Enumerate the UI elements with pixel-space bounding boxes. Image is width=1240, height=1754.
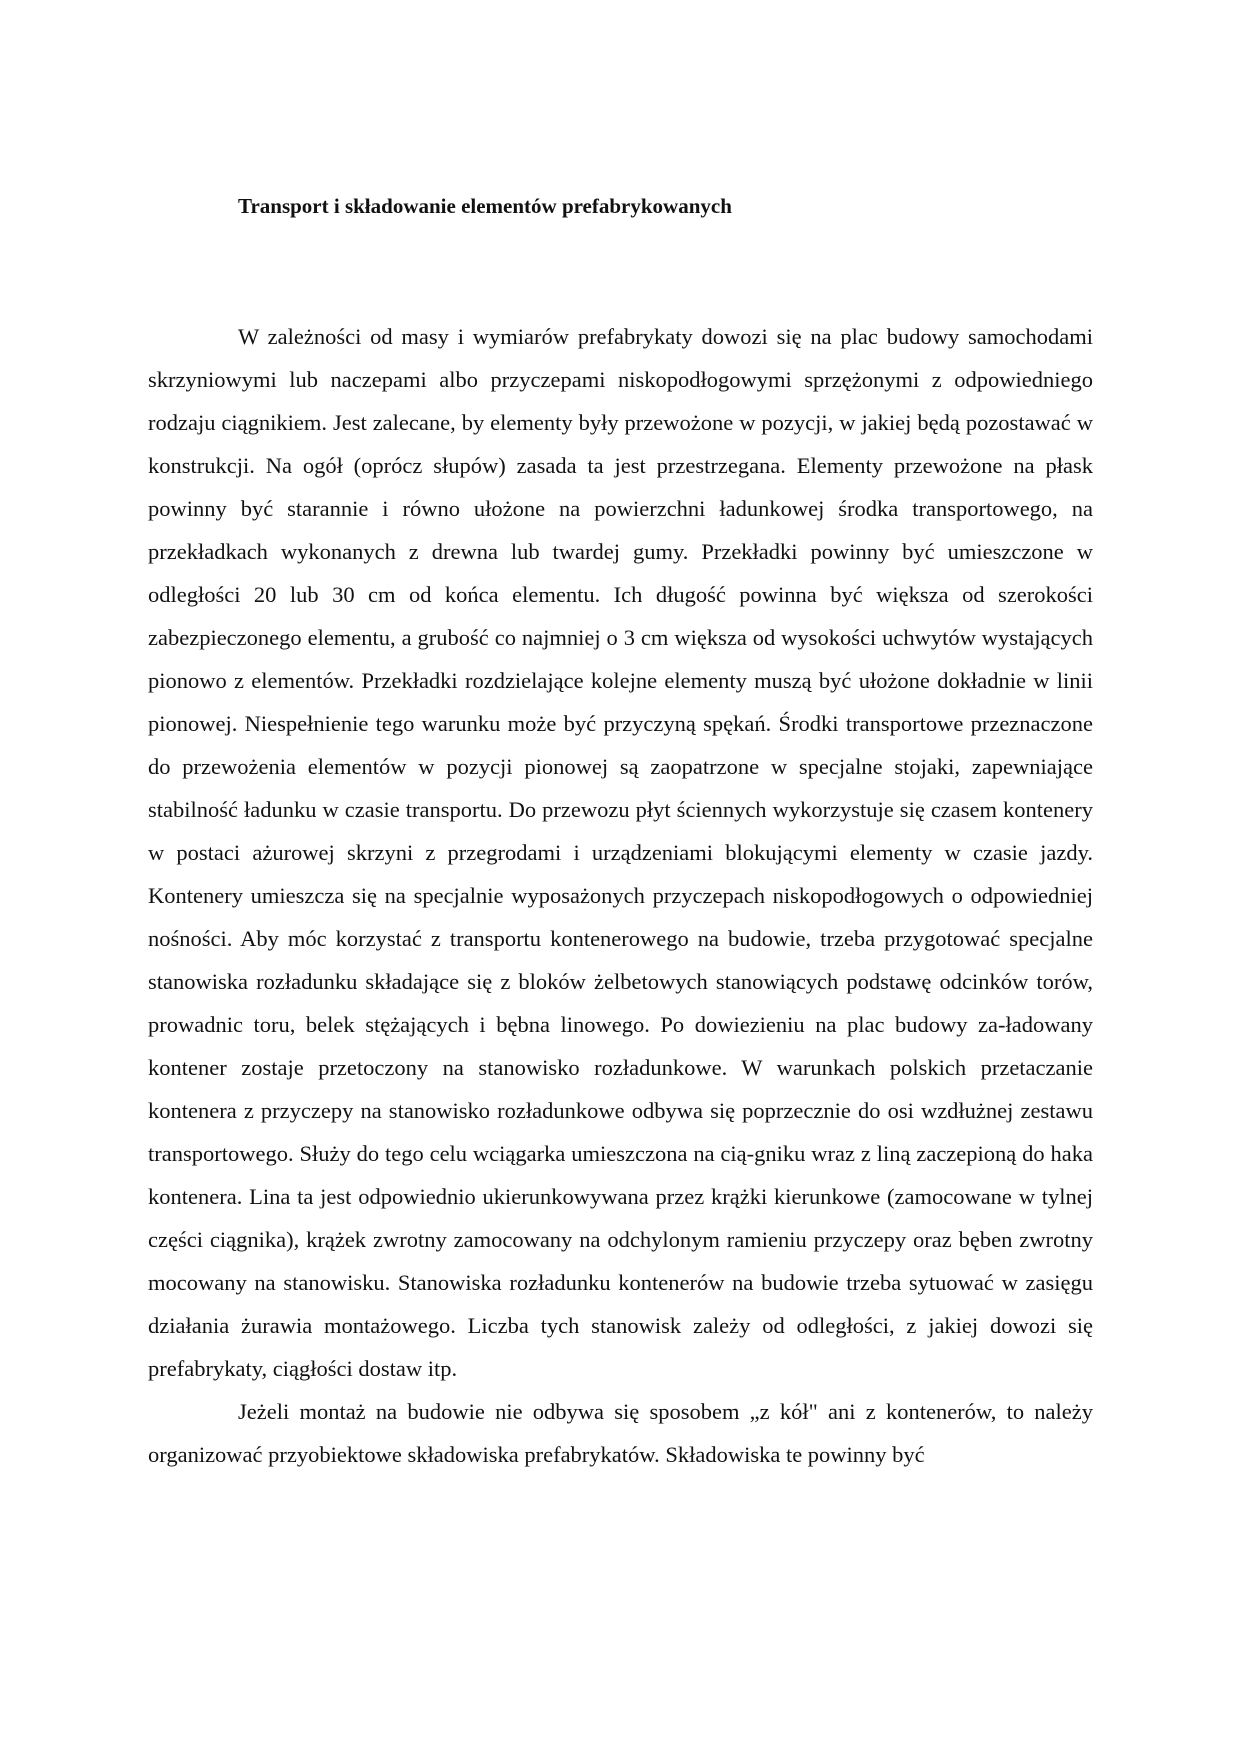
paragraph-1: W zależności od masy i wymiarów prefabrykaty dowozi się na plac budowy samochodami skrzyniowymi lub naczepami albo przyczepami niskopodłogowymi sprzężonymi z odpowiedniego rodzaju ciągnikiem. Jest zalecane, by elementy były przewożone w pozycji, w jakiej będą pozostawać w konstrukcji. Na ogół (oprócz słupów) zasada ta jest przestrzegana. Elementy przewożone na płask powinny być starannie i równo ułożone na powierzchni ładunkowej środka transportowego, na przekładkach wykonanych z drewna lub twardej gumy. Przekładki powinny być umieszczone w odległości 20 lub 30 cm od końca elementu. Ich długość powinna być większa od szerokości zabezpieczonego elementu, a grubość co najmniej o 3 cm większa od wysokości uchwytów wystających pionowo z elementów. Przekładki rozdzielające kolejne elementy muszą być ułożone dokładnie w linii pionowej. Niespełnienie tego warunku może być przyczyną spękań. Środki transportowe przeznaczone do przewożenia elementów w pozycji pionowej są zaopatrzone w specjalne stojaki, zapewniające stabilność ładunku w czasie transportu. Do przewozu płyt ściennych wykorzystuje się czasem kontenery w postaci ażurowej skrzyni z przegrodami i urządzeniami blokującymi elementy w czasie jazdy. Kontenery umieszcza się na specjalnie wyposażonych przyczepach niskopodłogowych o odpowiedniej nośności. Aby móc korzystać z transportu kontenerowego na budowie, trzeba przygotować specjalne stanowiska rozładunku składające się z bloków żelbetowych stanowiących podstawę odcinków torów, prowadnic toru, belek stężających i bębna linowego. Po dowiezieniu na plac budowy za-ładowany kontener zostaje przetoczony na stanowisko rozładunkowe. W warunkach polskich przetaczanie kontenera z przyczepy na stanowisko rozładunkowe odbywa się poprzecznie do osi wzdłużnej zestawu transportowego. Służy do tego celu wciągarka umieszczona na cią-gniku wraz z liną zaczepioną do haka kontenera. Lina ta jest odpowiednio ukierunkowywana przez krążki kierunkowe (zamocowane w tylnej części ciągnika), krążek zwrotny zamocowany na odchylonym ramieniu przyczepy oraz bęben zwrotny mocowany na stanowisku. Stanowiska rozładunku kontenerów na budowie trzeba sytuować w zasięgu działania żurawia montażowego. Liczba tych stanowisk zależy od odległości, z jakiej dowozi się prefabrykaty, ciągłości dostaw itp. <box>148 324 1093 1381</box>
document-body <box>148 315 1093 1476</box>
paragraph-2: Jeżeli montaż na budowie nie odbywa się sposobem „z kół" ani z kontenerów, to należy organizować przyobiektowe składowiska prefabrykatów. Składowiska te powinny być <box>148 1399 1093 1467</box>
document-title: Transport i składowanie elementów prefabrykowanych <box>238 194 732 218</box>
